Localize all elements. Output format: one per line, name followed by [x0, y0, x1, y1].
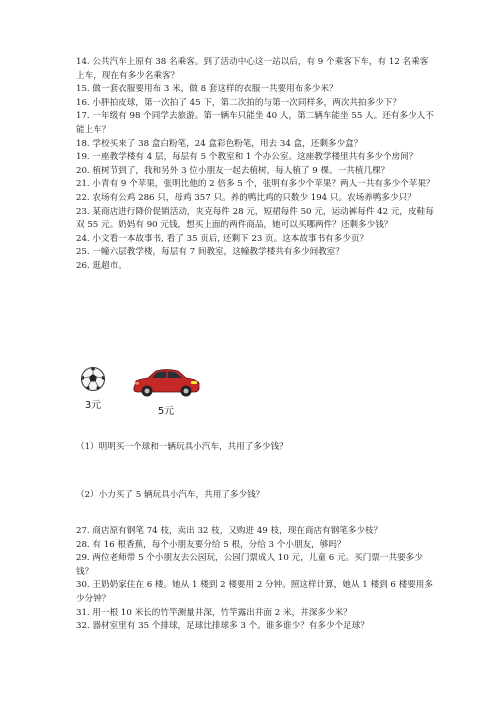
car-price: 5元: [157, 406, 175, 417]
question-18: 18. 学校买来了 38 盒白粉笔，24 盒彩色粉笔，用去 34 盒，还剩多少盒？: [76, 138, 363, 149]
question-19: 19. 一座教学楼有 4 层，每层有 5 个教室和 1 个办公室。这座教学楼里共有多少个房间？: [76, 152, 418, 163]
questions-bottom: [76, 525, 436, 634]
question-20: 20. 植树节到了，我和另外 3 位小朋友一起去植树，每人植了 9 棵。一共植几棵？: [76, 165, 390, 176]
question-15: 15. 做一套衣服要用布 3 米，做 8 套这样的衣服一共要用布多少米？: [76, 84, 338, 95]
question-22: 22. 农场有公鸡 286 只，母鸡 357 只。养的鸭比鸡的只数少 194 只。农场养鸭多少只？: [76, 192, 416, 203]
question-30: 30. 王奶奶家住在 6 楼。她从 1 楼到 2 楼要用 2 分钟。照这样计算，她从 1 楼到 6 楼要用多少分钟？: [76, 580, 433, 604]
question-16: 16. 小胖拍皮球，第一次拍了 45 下，第二次拍的与第一次同样多，两次共拍多少下？: [76, 97, 401, 108]
question-31: 31. 用一根 10 米长的竹竿测量井深，竹竿露出井面 2 米，井深多少米？: [76, 607, 352, 618]
toy-car-item: [130, 366, 202, 417]
question-26: 26. 逛超市。: [76, 260, 127, 271]
question-14: 14. 公共汽车上原有 38 名乘客。到了活动中心这一站以后，有 9 个乘客下车，有 12 名乘客上车，现在有多少名乘客？: [76, 57, 429, 81]
sub-question-2: （2）小力买了 5 辆玩具小汽车，共用了多少钱？: [76, 490, 265, 500]
question-21: 21. 小青有 9 个苹果，张明比他的 2 倍多 5 个，张明有多少个苹果？两人一共有多少个苹果？: [76, 179, 435, 190]
question-25: 25. 一幢六层教学楼，每层有 7 间教室，这幢教学楼共有多少间教室？: [76, 247, 344, 258]
question-32: 32. 器材室里有 35 个排球，足球比排球多 3 个。谁多谁少？有多少个足球？: [76, 621, 369, 632]
question-24: 24. 小文看一本故事书, 看了 35 页后, 还剩下 23 页。这本故事书有多少页？: [76, 233, 369, 244]
soccer-ball-icon: [80, 366, 106, 392]
ball-item: [78, 366, 108, 411]
question-28: 28. 有 16 根香蕉，每个小朋友要分给 5 根，分给 3 个小朋友，够吗？: [76, 539, 346, 550]
question-29: 29. 两位老师带 5 个小朋友去公园玩，公园门票成人 10 元，儿童 6 元。买门票一共要多少钱？: [76, 553, 423, 577]
question-27: 27. 商店原有钢笔 74 枝，卖出 32 枝，又购进 49 枝，现在商店有钢笔多少枝？: [76, 526, 383, 536]
sub-question-1: （1）明明买一个球和一辆玩具小汽车，共用了多少钱？: [76, 442, 288, 452]
toy-car-icon: [130, 366, 202, 398]
question-17: 17. 一年级有 98 个同学去旅游。第一辆车只能坐 40 人，第二辆车能坐 55 人。还有多少人不能上车？: [76, 111, 434, 135]
ball-price: 3元: [84, 400, 102, 411]
question-23: 23. 某商店进行降价促销活动，夹克每件 28 元，短裙每件 50 元，运动裤每件 42 元，皮鞋每双 55 元。奶妈有 90 元钱，想买上面的两件商品，她可以买哪两件？还剩多少钱？: [76, 206, 434, 231]
questions-top: [76, 56, 436, 274]
supermarket-figure: [78, 366, 228, 418]
